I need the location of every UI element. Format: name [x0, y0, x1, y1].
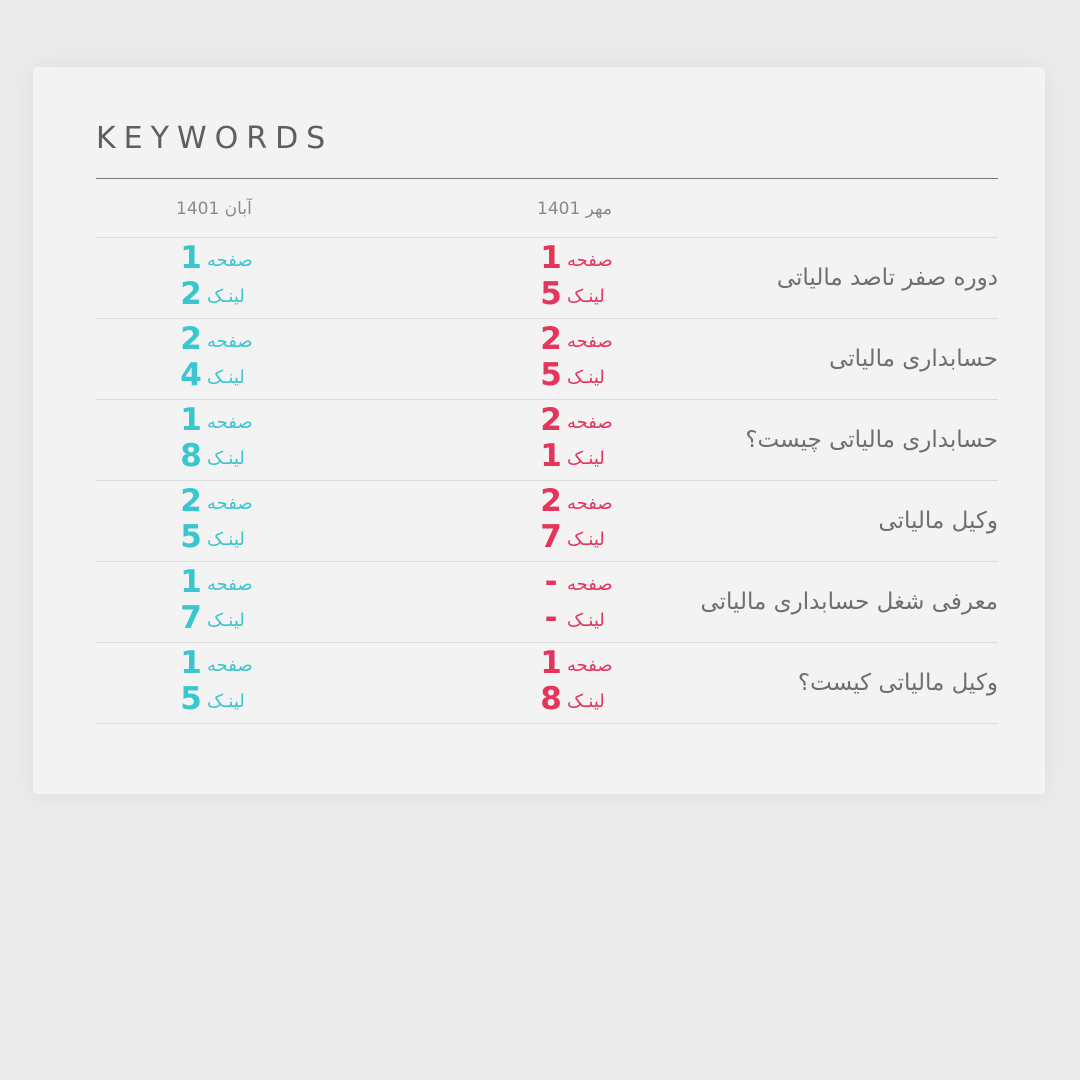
mehr-link-number: - [544, 600, 558, 636]
keyword-label: وکیل مالیاتی کیست؟ [797, 670, 998, 696]
mehr-page-line [536, 564, 646, 600]
mehr-rank-cell [536, 643, 646, 723]
title-divider [96, 178, 998, 179]
mehr-page-line [536, 240, 646, 276]
page-label: صفحه [207, 574, 253, 595]
page-label: صفحه [207, 412, 253, 433]
aban-page-number: 2 [180, 321, 202, 357]
aban-page-number: 1 [180, 240, 202, 276]
page-label: صفحه [567, 574, 613, 595]
page-title: KEYWORDS [96, 121, 334, 156]
page-label: صفحه [567, 250, 613, 271]
page-label: صفحه [567, 412, 613, 433]
aban-page-line [176, 483, 286, 519]
mehr-page-number: 1 [540, 645, 562, 681]
page-label: صفحه [207, 493, 253, 514]
keyword-label: حسابداری مالیاتی [829, 346, 998, 372]
aban-link-line [176, 438, 286, 474]
mehr-page-number: 2 [540, 321, 562, 357]
aban-link-line [176, 276, 286, 312]
link-label: لینـک [207, 529, 245, 550]
mehr-rank-cell [536, 562, 646, 642]
mehr-page-number: 2 [540, 483, 562, 519]
mehr-link-number: 8 [540, 681, 562, 717]
link-label: لینـک [207, 286, 245, 307]
mehr-page-line [536, 321, 646, 357]
aban-rank-cell [176, 400, 286, 480]
table-row [96, 318, 998, 399]
aban-page-number: 1 [180, 564, 202, 600]
aban-link-number: 8 [180, 438, 202, 474]
link-label: لینـک [207, 691, 245, 712]
aban-rank-cell [176, 481, 286, 561]
aban-rank-cell [176, 643, 286, 723]
aban-page-line [176, 321, 286, 357]
mehr-page-number: 2 [540, 402, 562, 438]
aban-link-number: 2 [180, 276, 202, 312]
table-row [96, 642, 998, 724]
mehr-rank-cell [536, 400, 646, 480]
mehr-rank-cell [536, 481, 646, 561]
link-label: لینـک [567, 367, 605, 388]
table-row [96, 237, 998, 318]
mehr-link-line [536, 600, 646, 636]
table-row [96, 480, 998, 561]
aban-link-number: 5 [180, 519, 202, 555]
aban-link-line [176, 519, 286, 555]
link-label: لینـک [207, 448, 245, 469]
page-label: صفحه [207, 331, 253, 352]
aban-rank-cell [176, 562, 286, 642]
mehr-page-line [536, 645, 646, 681]
link-label: لینـک [567, 691, 605, 712]
mehr-link-line [536, 681, 646, 717]
mehr-link-line [536, 519, 646, 555]
page-label: صفحه [207, 250, 253, 271]
aban-link-line [176, 681, 286, 717]
keyword-label: دوره صفر تاصد مالیاتی [776, 265, 998, 291]
mehr-page-line [536, 402, 646, 438]
page-label: صفحه [567, 331, 613, 352]
mehr-page-line [536, 483, 646, 519]
mehr-link-number: 7 [540, 519, 562, 555]
mehr-link-line [536, 357, 646, 393]
aban-page-number: 2 [180, 483, 202, 519]
aban-page-line [176, 645, 286, 681]
link-label: لینـک [207, 610, 245, 631]
mehr-rank-cell [536, 319, 646, 399]
column-header-mehr: مهر 1401 [537, 199, 612, 219]
mehr-rank-cell [536, 238, 646, 318]
link-label: لینـک [567, 448, 605, 469]
aban-page-number: 1 [180, 402, 202, 438]
aban-rank-cell [176, 238, 286, 318]
link-label: لینـک [567, 286, 605, 307]
aban-link-line [176, 357, 286, 393]
mehr-page-number: 1 [540, 240, 562, 276]
keywords-card [33, 67, 1045, 794]
mehr-link-line [536, 276, 646, 312]
keywords-table [96, 237, 998, 724]
aban-page-line [176, 402, 286, 438]
page-label: صفحه [207, 655, 253, 676]
aban-link-number: 5 [180, 681, 202, 717]
mehr-link-number: 1 [540, 438, 562, 474]
keyword-label: وکیل مالیاتی [878, 508, 998, 534]
aban-page-line [176, 564, 286, 600]
aban-rank-cell [176, 319, 286, 399]
link-label: لینـک [207, 367, 245, 388]
mehr-link-number: 5 [540, 357, 562, 393]
aban-page-line [176, 240, 286, 276]
mehr-link-number: 5 [540, 276, 562, 312]
link-label: لینـک [567, 529, 605, 550]
column-header-aban: آبان 1401 [176, 199, 252, 219]
keyword-label: معرفی شغل حسابداری مالیاتی [700, 589, 998, 615]
page-label: صفحه [567, 493, 613, 514]
aban-link-number: 7 [180, 600, 202, 636]
aban-link-line [176, 600, 286, 636]
table-row [96, 561, 998, 642]
table-row [96, 399, 998, 480]
mehr-link-line [536, 438, 646, 474]
aban-page-number: 1 [180, 645, 202, 681]
page-label: صفحه [567, 655, 613, 676]
link-label: لینـک [567, 610, 605, 631]
mehr-page-number: - [544, 564, 558, 600]
aban-link-number: 4 [180, 357, 202, 393]
keyword-label: حسابداری مالیاتی چیست؟ [745, 427, 998, 453]
